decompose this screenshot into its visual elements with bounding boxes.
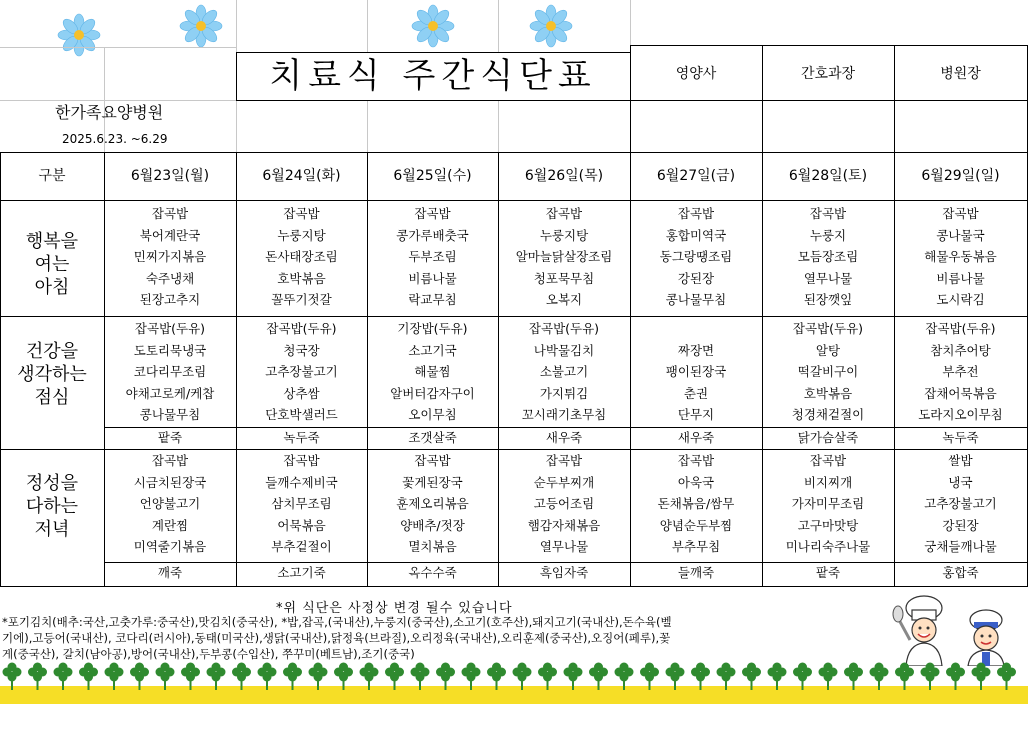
menu-item: 누룽지탕 <box>277 227 326 243</box>
change-notice: *위 식단은 사정상 변경 될수 있습니다 <box>276 601 513 616</box>
menu-item: 부추무침 <box>671 539 721 554</box>
menu-item: 오이무침 <box>408 407 457 422</box>
menu-item: 삼치무조림 <box>271 496 332 511</box>
flower-icon <box>410 3 456 49</box>
chef-icon <box>890 588 1026 666</box>
menu-period: 2025.6.23. ~6.29 <box>62 132 168 146</box>
menu-item: 도라지오이무침 <box>918 407 1003 422</box>
clover-icon <box>640 663 659 691</box>
clover-icon <box>717 663 736 691</box>
menu-item: 코다리무조림 <box>133 364 207 379</box>
day-header: 6월24일(화) <box>262 168 341 184</box>
porridge-item: 닭가슴살죽 <box>797 430 859 445</box>
menu-item: 된장고추지 <box>139 292 201 307</box>
clover-icon <box>258 663 277 691</box>
menu-item: 콩나물국 <box>936 227 985 243</box>
corner-label: 구분 <box>38 168 66 184</box>
menu-item: 잡곡밥 <box>283 453 320 468</box>
menu-item: 호박볶음 <box>803 385 853 401</box>
porridge-item: 팥죽 <box>815 565 841 580</box>
signature-nutritionist: 영양사 <box>675 66 717 82</box>
menu-item: 잡곡밥(두유) <box>792 321 864 336</box>
clover-icon <box>105 663 124 691</box>
menu-item: 강된장 <box>942 517 979 533</box>
porridge-item: 조갯살죽 <box>408 430 457 445</box>
clover-icon <box>564 663 583 691</box>
clover-icon <box>181 663 200 691</box>
signature-director: 병원장 <box>940 66 981 82</box>
menu-item: 누룽지탕 <box>539 227 589 243</box>
menu-item: 청포묵무침 <box>533 270 595 286</box>
menu-item: 꼴뚜기젓갈 <box>271 292 332 307</box>
menu-item: 어묵볶음 <box>277 517 326 533</box>
flower-icon <box>178 3 224 49</box>
clover-icon <box>997 663 1016 691</box>
menu-item: 야채고로케/케찹 <box>125 385 215 401</box>
day-header: 6월27일(금) <box>656 168 736 184</box>
menu-item: 누룽지 <box>809 227 847 243</box>
clover-icon <box>3 663 22 691</box>
clover-icon <box>232 663 251 691</box>
menu-item: 아욱국 <box>677 474 715 490</box>
menu-item: 잡곡밥 <box>809 453 847 468</box>
menu-item: 비름나물 <box>408 270 457 286</box>
porridge-item: 흑임자죽 <box>539 565 589 580</box>
clover-icon <box>411 663 430 691</box>
meal-label-dinner: 정성을 다하는 저녁 <box>25 473 79 540</box>
menu-item: 잡곡밥 <box>414 206 451 221</box>
porridge-item: 깨죽 <box>157 565 183 580</box>
menu-item: 계란찜 <box>151 517 189 533</box>
clover-icon <box>309 663 328 691</box>
clover-icon <box>589 663 608 691</box>
clover-icon <box>615 663 634 691</box>
menu-item: 고추장불고기 <box>265 364 338 379</box>
menu-item: 햄감자채볶음 <box>527 517 601 533</box>
clover-icon <box>156 663 175 691</box>
menu-item: 알버터감자구이 <box>390 385 475 401</box>
menu-item: 상추쌈 <box>283 385 320 401</box>
clover-icon <box>28 663 47 691</box>
porridge-item: 새우죽 <box>545 430 583 445</box>
menu-item: 궁채들깨나물 <box>924 539 997 554</box>
clover-icon <box>538 663 557 691</box>
day-header: 6월23일(월) <box>130 168 210 184</box>
clover-icon <box>283 663 302 691</box>
day-header: 6월25일(수) <box>393 168 472 184</box>
clover-icon <box>921 663 940 691</box>
clover-icon <box>691 663 710 691</box>
menu-item: 꼬시래기초무침 <box>521 407 607 422</box>
menu-item: 두부조림 <box>408 249 457 264</box>
menu-item: 춘권 <box>683 385 709 401</box>
menu-item: 열무나물 <box>539 539 589 554</box>
menu-item: 멸치볶음 <box>408 539 457 554</box>
menu-item: 가지튀김 <box>539 385 589 401</box>
menu-item: 잡곡밥 <box>283 206 320 221</box>
menu-item: 해물우동볶음 <box>924 249 997 264</box>
porridge-item: 홍합죽 <box>942 565 979 580</box>
clover-icon <box>946 663 965 691</box>
menu-item: 잡곡밥 <box>545 453 583 468</box>
menu-item: 미나리숙주나물 <box>785 539 871 554</box>
day-header: 6월26일(목) <box>524 168 604 184</box>
menu-item: 동그랑땡조림 <box>659 249 733 264</box>
menu-item: 고구마맛탕 <box>797 517 859 533</box>
menu-item: 떡갈비구이 <box>797 364 859 379</box>
clover-icon <box>895 663 914 691</box>
porridge-item: 들깨죽 <box>677 565 715 580</box>
clover-icon <box>462 663 481 691</box>
clover-icon <box>360 663 379 691</box>
menu-item: 냉국 <box>948 474 973 490</box>
menu-item: 락교무침 <box>408 292 457 307</box>
menu-item: 잡곡밥 <box>677 453 715 468</box>
clover-icon <box>742 663 761 691</box>
clover-border <box>0 658 1028 708</box>
menu-item: 잡곡밥 <box>151 453 189 468</box>
clover-icon <box>385 663 404 691</box>
menu-item: 북어계란국 <box>139 227 201 243</box>
menu-item: 참치추어탕 <box>930 342 991 358</box>
menu-item: 짜장면 <box>677 342 715 358</box>
meal-label-lunch: 건강을 생각하는 점심 <box>17 341 87 408</box>
clover-icon <box>768 663 787 691</box>
clover-icon <box>54 663 73 691</box>
menu-item: 해물찜 <box>414 364 451 379</box>
menu-item: 잡곡밥 <box>414 453 451 468</box>
flower-icon <box>528 3 574 49</box>
menu-item: 청국장 <box>283 342 320 358</box>
menu-item: 된장깻잎 <box>803 292 853 307</box>
menu-item: 소불고기 <box>539 364 589 379</box>
menu-item: 순두부찌개 <box>533 474 595 490</box>
menu-item: 쌀밥 <box>948 453 973 468</box>
menu-item: 잡곡밥(두유) <box>925 321 996 336</box>
menu-item: 들깨수제비국 <box>265 474 338 490</box>
menu-item: 훈제오리볶음 <box>396 496 469 511</box>
menu-item: 단무지 <box>677 407 715 422</box>
menu-item: 숙주냉채 <box>145 270 195 286</box>
meal-label-breakfast: 행복을 여는 아침 <box>25 231 79 298</box>
menu-item: 도토리묵냉국 <box>133 342 207 358</box>
page-title: 치료식 주간식단표 <box>269 56 597 96</box>
menu-item: 잡곡밥 <box>942 206 979 221</box>
menu-item: 알마늘닭살장조림 <box>515 249 613 264</box>
signature-nursing-head: 간호과장 <box>800 66 856 82</box>
menu-item: 강된장 <box>677 270 715 286</box>
menu-item: 꽃게된장국 <box>402 474 463 490</box>
clover-icon <box>334 663 353 691</box>
menu-item: 소고기국 <box>408 342 457 358</box>
menu-item: 콩나물무침 <box>665 292 727 307</box>
menu-item: 양념순두부찜 <box>659 517 733 533</box>
menu-item: 잡곡밥 <box>151 206 189 221</box>
clover-icon <box>79 663 98 691</box>
porridge-item: 새우죽 <box>677 430 715 445</box>
menu-item: 모듬장조림 <box>797 249 859 264</box>
menu-item: 오복지 <box>545 292 583 307</box>
menu-item: 잡곡밥(두유) <box>528 321 600 336</box>
menu-item: 민찌가지볶음 <box>133 249 207 264</box>
clover-icon <box>666 663 685 691</box>
menu-item: 잡곡밥 <box>809 206 847 221</box>
menu-item: 팽이된장국 <box>665 364 727 379</box>
menu-item: 잡채어묵볶음 <box>924 385 997 401</box>
menu-item: 청경채겉절이 <box>791 407 865 422</box>
menu-item: 도시락김 <box>936 292 985 307</box>
menu-item: 호박볶음 <box>277 270 326 286</box>
porridge-item: 소고기죽 <box>277 565 326 580</box>
menu-item: 시금치된장국 <box>133 474 207 490</box>
clover-icon <box>130 663 149 691</box>
flower-icon <box>56 12 102 58</box>
menu-item: 콩나물무침 <box>139 407 201 422</box>
menu-item: 비지찌개 <box>803 474 853 490</box>
menu-item: 단호박샐러드 <box>265 407 338 422</box>
menu-item: 부추겉절이 <box>271 539 332 554</box>
origin-info: *포기김치(배추:국산,고춧가루:중국산),맛김치(중국산), *밥,잡곡,(국내산),누룽지(중국산),소고기(호주산),돼지고기(국내산),돈수육(벨 기에),고등어(국내산), 코다리(러시아),동태(미국산),생닭(국내산),닭정육(브라질),오리정육(국내산),오리훈제(중국산),오징어(페루),꽃 게(중국산), 갈치(남아공),방어(국내산),두부콩(수입산), 쭈꾸미(베트남),조기(중국) <box>2 615 672 661</box>
clover-icon <box>487 663 506 691</box>
clover-icon <box>844 663 863 691</box>
menu-item: 양배추/젓장 <box>400 517 465 533</box>
menu-item: 잡곡밥 <box>677 206 715 221</box>
clover-icon <box>513 663 532 691</box>
clover-icon <box>819 663 838 691</box>
porridge-item: 옥수수죽 <box>408 565 457 580</box>
hospital-name: 한가족요양병원 <box>55 103 164 122</box>
menu-item: 미역줄기볶음 <box>133 539 207 554</box>
menu-item: 기장밥(두유) <box>397 321 468 336</box>
menu-item: 잡곡밥(두유) <box>134 321 206 336</box>
menu-item: 언양불고기 <box>139 496 201 511</box>
menu-item: 고추장불고기 <box>924 496 997 511</box>
menu-item: 고등어조림 <box>533 496 595 511</box>
clover-icon <box>870 663 889 691</box>
menu-item: 알탕 <box>815 342 841 358</box>
menu-item: 가자미무조림 <box>791 496 865 511</box>
day-header: 6월28일(토) <box>788 168 868 184</box>
clover-icon <box>972 663 991 691</box>
clover-icon <box>436 663 455 691</box>
menu-item: 홍합미역국 <box>665 227 727 243</box>
menu-item: 나박물김치 <box>533 342 595 358</box>
menu-item: 콩가루배춧국 <box>396 227 469 243</box>
menu-item: 부추전 <box>942 364 979 379</box>
menu-item: 돈채볶음/쌈무 <box>657 496 735 511</box>
menu-item: 열무나물 <box>803 270 853 286</box>
day-header: 6월29일(일) <box>921 168 1000 184</box>
menu-item: 돈사태장조림 <box>265 249 338 264</box>
clover-icon <box>207 663 226 691</box>
menu-item: 비름나물 <box>936 270 985 286</box>
menu-item: 잡곡밥 <box>545 206 583 221</box>
menu-item: 잡곡밥(두유) <box>266 321 337 336</box>
porridge-item: 녹두죽 <box>942 430 979 445</box>
porridge-item: 팥죽 <box>157 430 183 445</box>
porridge-item: 녹두죽 <box>283 430 320 445</box>
clover-icon <box>793 663 812 691</box>
